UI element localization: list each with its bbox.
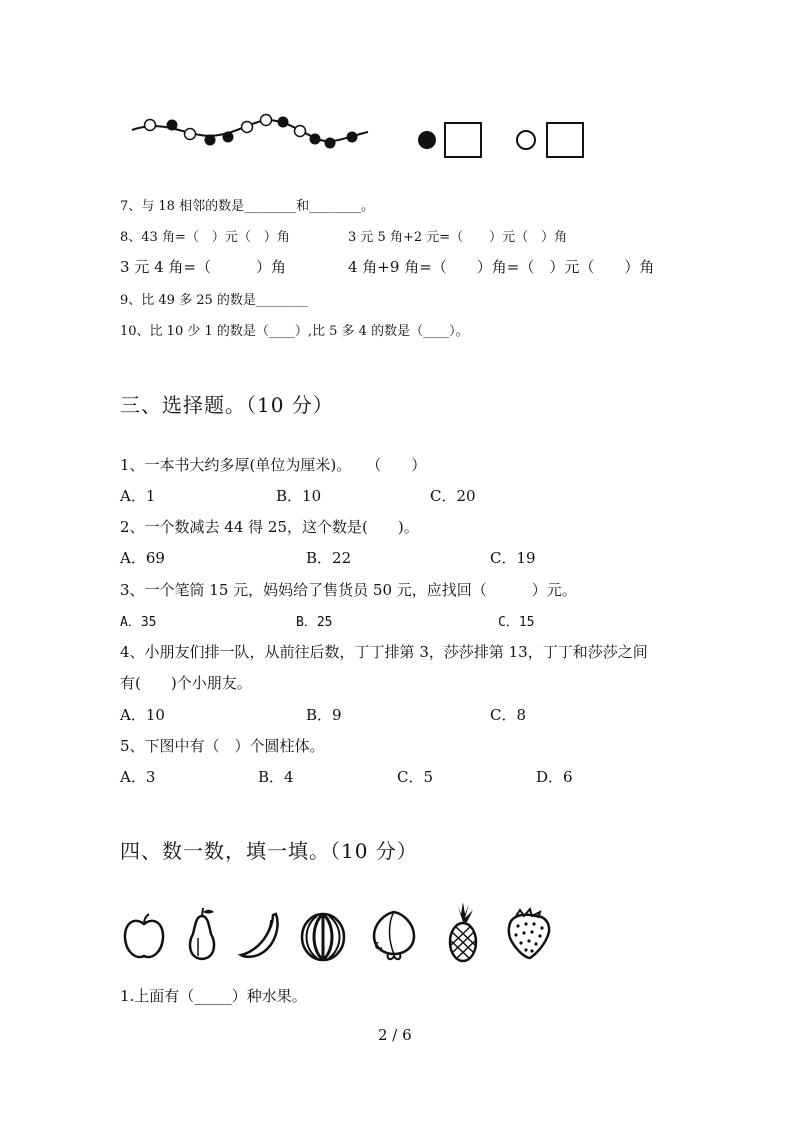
page-number: 2 / 6 [378,1026,412,1044]
choice-question-3: 3、一个笔筒 15 元，妈妈给了售货员 50 元，应找回（ ）元。 [120,581,577,599]
black-bead-box-figure [415,121,485,159]
question-8b: 3 元 5 角+2 元=（ ）元（ ）角 [348,230,568,245]
q5-option-b: B．4 [258,768,294,786]
q2-option-a: A．69 [120,549,165,567]
question-8d: 4 角+9 角=（ ）角=（ ）元（ ）角 [348,258,655,276]
bead-white [145,120,156,131]
q3-option-a: A．35 [120,615,157,630]
answer-box [547,123,583,157]
bead-black [278,117,289,128]
bead-black [205,135,216,146]
q5-option-d: D．6 [536,768,573,786]
white-bead-box-figure [513,121,587,159]
choice-question-4-line1: 4、小朋友们排一队，从前往后数，丁丁排第 3，莎莎排第 13，丁丁和莎莎之间 [120,643,648,661]
bead-black [418,131,436,149]
q4-option-c: C．8 [490,706,527,724]
q4-option-a: A．10 [120,706,165,724]
question-8a: 8、43 角=（ ）元（ ）角 [120,230,290,245]
q1-option-a: A．1 [120,487,156,505]
answer-box [445,123,481,157]
strawberry-icon [504,908,552,960]
question-7: 7、与 18 相邻的数是________和________。 [120,199,375,214]
q1-option-c: C．20 [430,487,476,505]
bead-white [517,131,535,149]
bead-black [167,120,178,131]
bead-white [295,126,306,137]
bead-white [185,129,196,140]
bead-string-figure [130,110,370,155]
bead-black [310,134,321,145]
choice-question-5: 5、下图中有（ ）个圆柱体。 [120,737,325,755]
question-8c: 3 元 4 角=（ ）角 [120,258,286,276]
watermelon-icon [299,910,347,962]
banana-icon [238,912,282,960]
choice-question-4-line2: 有( )个小朋友。 [120,674,252,692]
q1-option-b: B．10 [276,487,322,505]
q5-option-c: C．5 [397,768,434,786]
pear-icon [184,906,220,962]
pineapple-icon [445,900,481,964]
question-10: 10、比 10 少 1 的数是（____）,比 5 多 4 的数是（____）。 [120,324,469,339]
peach-icon [370,906,418,962]
bead-white [242,122,253,133]
bead-black [347,132,358,143]
q2-option-b: B．22 [306,549,352,567]
q3-option-b: B．25 [296,615,333,630]
apple-icon [122,912,166,962]
q3-option-c: C．15 [498,615,535,630]
section4-heading: 四、数一数，填一填。（10 分） [120,839,418,863]
q5-option-a: A．3 [120,768,156,786]
section3-heading: 三、选择题。（10 分） [120,393,334,417]
fruit-count-question: 1.上面有（_____）种水果。 [120,987,307,1005]
q2-option-c: C．19 [490,549,536,567]
question-9: 9、比 49 多 25 的数是________ [120,293,308,308]
q4-option-b: B．9 [306,706,342,724]
choice-question-2: 2、一个数减去 44 得 25，这个数是( )。 [120,518,419,536]
bead-white [261,115,272,126]
bead-black [223,132,234,143]
bead-black [325,138,336,149]
choice-question-1: 1、一本书大约多厚(单位为厘米)。 （ ） [120,456,427,474]
